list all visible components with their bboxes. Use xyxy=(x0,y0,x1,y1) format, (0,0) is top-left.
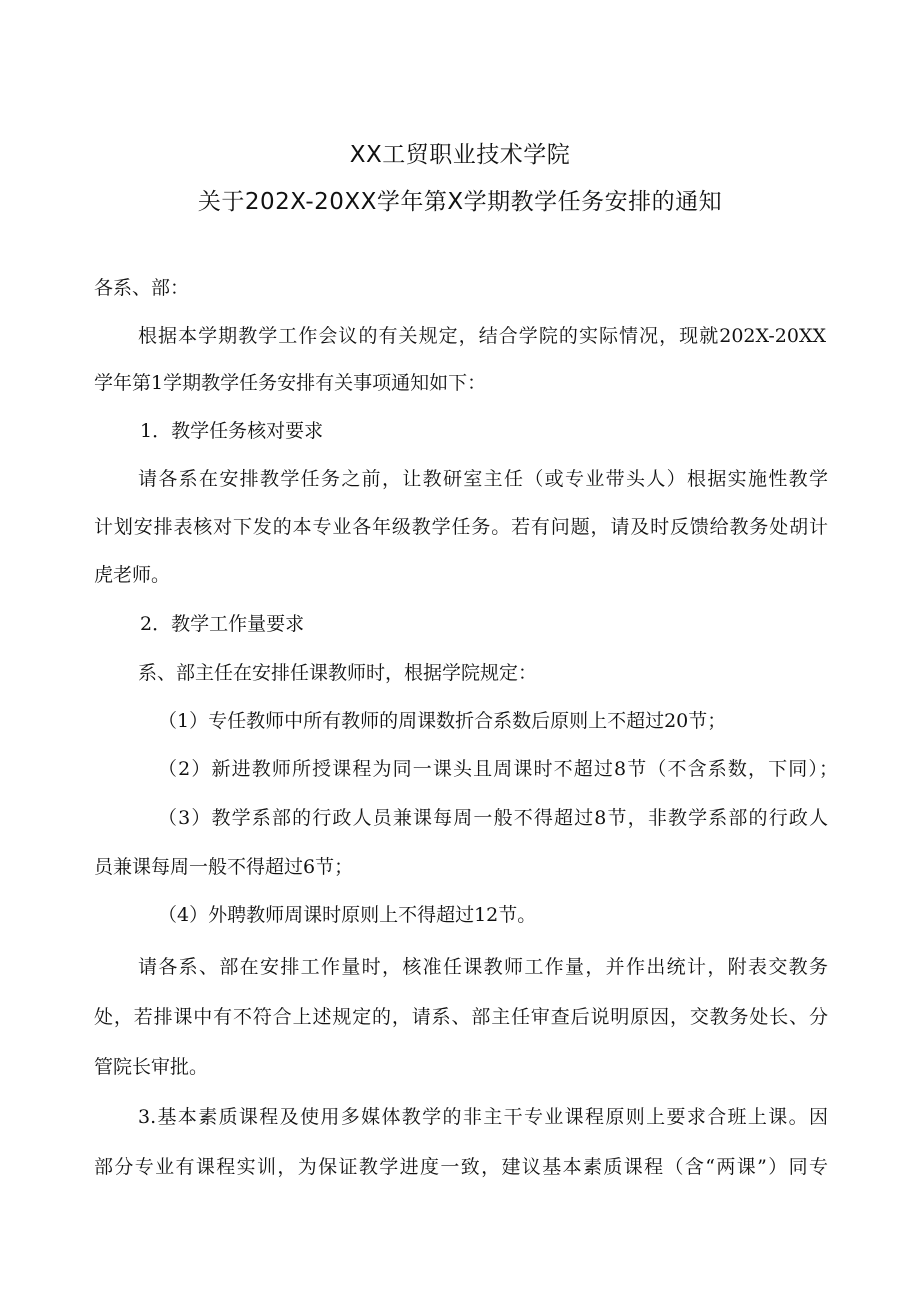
section-1-heading: 1．教学任务核对要求 xyxy=(140,420,324,442)
section-2-heading: 2．教学工作量要求 xyxy=(140,613,305,635)
section-2-lead: 系、部主任在安排任课教师时，根据学院规定： xyxy=(138,662,538,684)
section-2-closing-line: 请各系、部在安排工作量时，核准任课教师工作量，并作出统计，附表交教务 xyxy=(138,956,828,978)
section-2-closing-line: 处，若排课中有不符合上述规定的，请系、部主任审查后说明原因，交教务处长、分 xyxy=(94,1006,828,1028)
section-1-body-line: 请各系在安排教学任务之前，让教研室主任（或专业带头人）根据实施性教学 xyxy=(138,468,828,490)
rule-item: （4）外聘教师周课时原则上不得超过12节。 xyxy=(158,904,537,926)
section-2-closing-line: 管院长审批。 xyxy=(94,1056,209,1078)
rule-item: （1）专任教师中所有教师的周课数折合系数后原则上不超过20节； xyxy=(158,710,727,732)
section-1-body-line: 虎老师。 xyxy=(94,564,171,586)
rule-item: （3）教学系部的行政人员兼课每周一般不得超过8节，非教学系部的行政人 xyxy=(158,807,828,829)
section-1-body-line: 计划安排表核对下发的本专业各年级教学任务。若有问题，请及时反馈给教务处胡计 xyxy=(94,516,828,538)
intro-line: 学年第1学期教学任务安排有关事项通知如下： xyxy=(94,372,487,394)
greeting: 各系、部： xyxy=(94,277,190,299)
document-title-school: XX工贸职业技术学院 xyxy=(349,142,571,168)
section-3-body-line: 3.基本素质课程及使用多媒体教学的非主干专业课程原则上要求合班上课。因 xyxy=(138,1106,828,1128)
rule-item: 员兼课每周一般不得超过6节； xyxy=(94,856,354,878)
document-title-notice: 关于202X-20XX学年第X学期教学任务安排的通知 xyxy=(197,189,723,215)
section-3-body-line: 部分专业有课程实训，为保证教学进度一致，建议基本素质课程（含“两课”）同专 xyxy=(94,1156,828,1178)
intro-line: 根据本学期教学工作会议的有关规定，结合学院的实际情况，现就202X-20XX xyxy=(138,325,826,347)
rule-item: （2）新进教师所授课程为同一课头且周课时不超过8节（不含系数，下同）； xyxy=(158,758,838,780)
